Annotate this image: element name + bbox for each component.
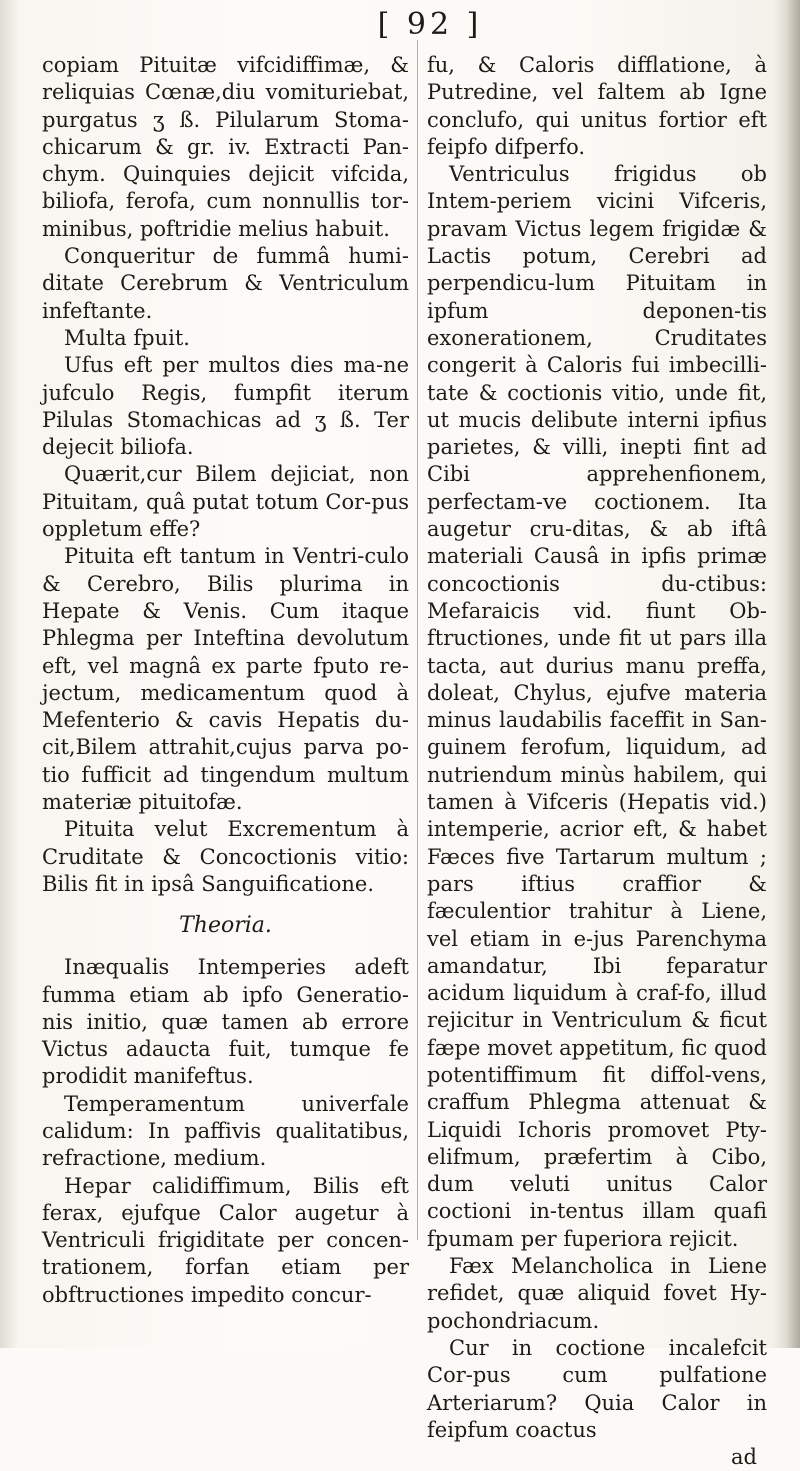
right-paragraph-4: Cur in coctione incalefcit Cor-pus cum pulfatione Arteriarum? Quia Calor in feipfum coactus bbox=[427, 1335, 767, 1442]
left-paragraph-4: Ufus eft per multos dies ma-ne jufculo Regis, fumpfit iterum Pilulas Stomachicas ad ʒ ß. Ter dejecit biliofa. bbox=[42, 353, 409, 460]
left-column bbox=[42, 52, 409, 1309]
left-paragraph-7: Pituita velut Excrementum à Cruditate & Concoctionis vitio: Bilis fit in ipsâ Sanguificatione. bbox=[42, 817, 409, 896]
left-paragraph-10: Hepar calidiffimum, Bilis eft ferax, ejufque Calor augetur à Ventriculi frigiditate per concen-trationem, forfan etiam per obftructiones impedito concur- bbox=[42, 1173, 409, 1307]
column-divider bbox=[417, 40, 418, 1240]
catchword: ad bbox=[731, 1445, 757, 1470]
left-paragraph-6: Pituita eft tantum in Ventri-culo & Cerebro, Bilis plurima in Hepate & Venis. Cum itaque Phlegma per Inteftina devolutum eft, vel magnâ ex parte fputo re-jectum, medicamentum quod à Mefenterio & cavis Hepatis du-cit,Bilem attrahit,cujus parva po-tio fufficit ad tingendum multum materiæ pituitofæ. bbox=[42, 544, 409, 815]
right-paragraph-2: Ventriculus frigidus ob Intem-periem vicini Vifceris, pravam Victus legem frigidæ & Lactis potum, Cerebri ad perpendicu-lum Pituitam in ipfum deponen-tis exonerationem, Cruditates congerit à Caloris fui imbecilli-tate & coctionis vitio, unde fit, ut mucis delibute interni ipfius parietes, & villi, inepti fint ad Cibi apprehenfionem, perfectam-ve coctionem. Ita augetur cru-ditas, & ab iftâ materiali Causâ in ipfis primæ concoctionis du-ctibus: Mefaraicis vid. fiunt Ob-ftructiones, unde fit ut pars illa tacta, aut durius manu preffa, doleat, Chylus, ejufve materia minus laudabilis faceffit in San-guinem ferofum, liquidum, ad nutriendum minùs habilem, qui tamen à Vifceris (Hepatis vid.) intemperie, acrior eft, & habet Fæces five Tartarum multum ; pars iftius craffior & fæculentior trahitur à Liene, vel etiam in e-jus Parenchyma amandatur, Ibi feparatur acidum liquidum à craf-fo, illud rejicitur in Ventriculum & ficut fæpe movet appetitum, fic quod potentiffimum fit diffol-vens, craffum Phlegma attenuat & Liquidi Ichoris promovet Pty-elifmum, præfertim à Cibo, dum veluti unitus Calor coctioni in-tentus illam quafi fpumam per fuperiora rejicit. bbox=[427, 162, 767, 1251]
left-paragraph-9: Temperamentum univerfale calidum: In paffivis qualitatibus, refractione, medium. bbox=[42, 1091, 409, 1171]
left-paragraph-5: Quærit,cur Bilem dejiciat, non Pituitam, quâ putat totum Cor-pus oppletum effe? bbox=[42, 462, 409, 542]
left-paragraph-1: copiam Pituitæ vifcidiffimæ, & reliquias Cœnæ,diu vomituriebat, purgatus ʒ ß. Pilularum Stoma-chicarum & gr. iv. Extracti Pan-chym. Quinquies dejicit vifcida, biliofa, ferofa, cum nonnullis tor-minibus, poftridie melius habuit. bbox=[42, 53, 409, 241]
page-gutter-shadow bbox=[0, 0, 18, 1348]
right-paragraph-1: fu, & Caloris difflatione, à Putredine, vel faltem ab Igne conclufo, qui unitus fortior eft feipfo difperfo. bbox=[427, 53, 767, 159]
page-edge-shadow bbox=[772, 0, 800, 1348]
right-column bbox=[427, 52, 767, 1471]
section-heading-theoria: Theoria. bbox=[179, 913, 272, 939]
page-number: [ 92 ] bbox=[377, 7, 483, 42]
left-paragraph-3: Multa fpuit. bbox=[64, 325, 190, 350]
left-paragraph-2: Conqueritur de fummâ humi-ditate Cerebrum & Ventriculum infeftante. bbox=[42, 244, 409, 323]
right-paragraph-3: Fæx Melancholica in Liene refidet, quæ aliquid fovet Hy-pochondriacum. bbox=[427, 1254, 767, 1333]
left-paragraph-8: Inæqualis Intemperies adeft fumma etiam ab ipfo Generatio-nis initio, quæ tamen ab errore Victus adaucta fuit, tumque fe prodidit manifeftus. bbox=[42, 955, 409, 1089]
